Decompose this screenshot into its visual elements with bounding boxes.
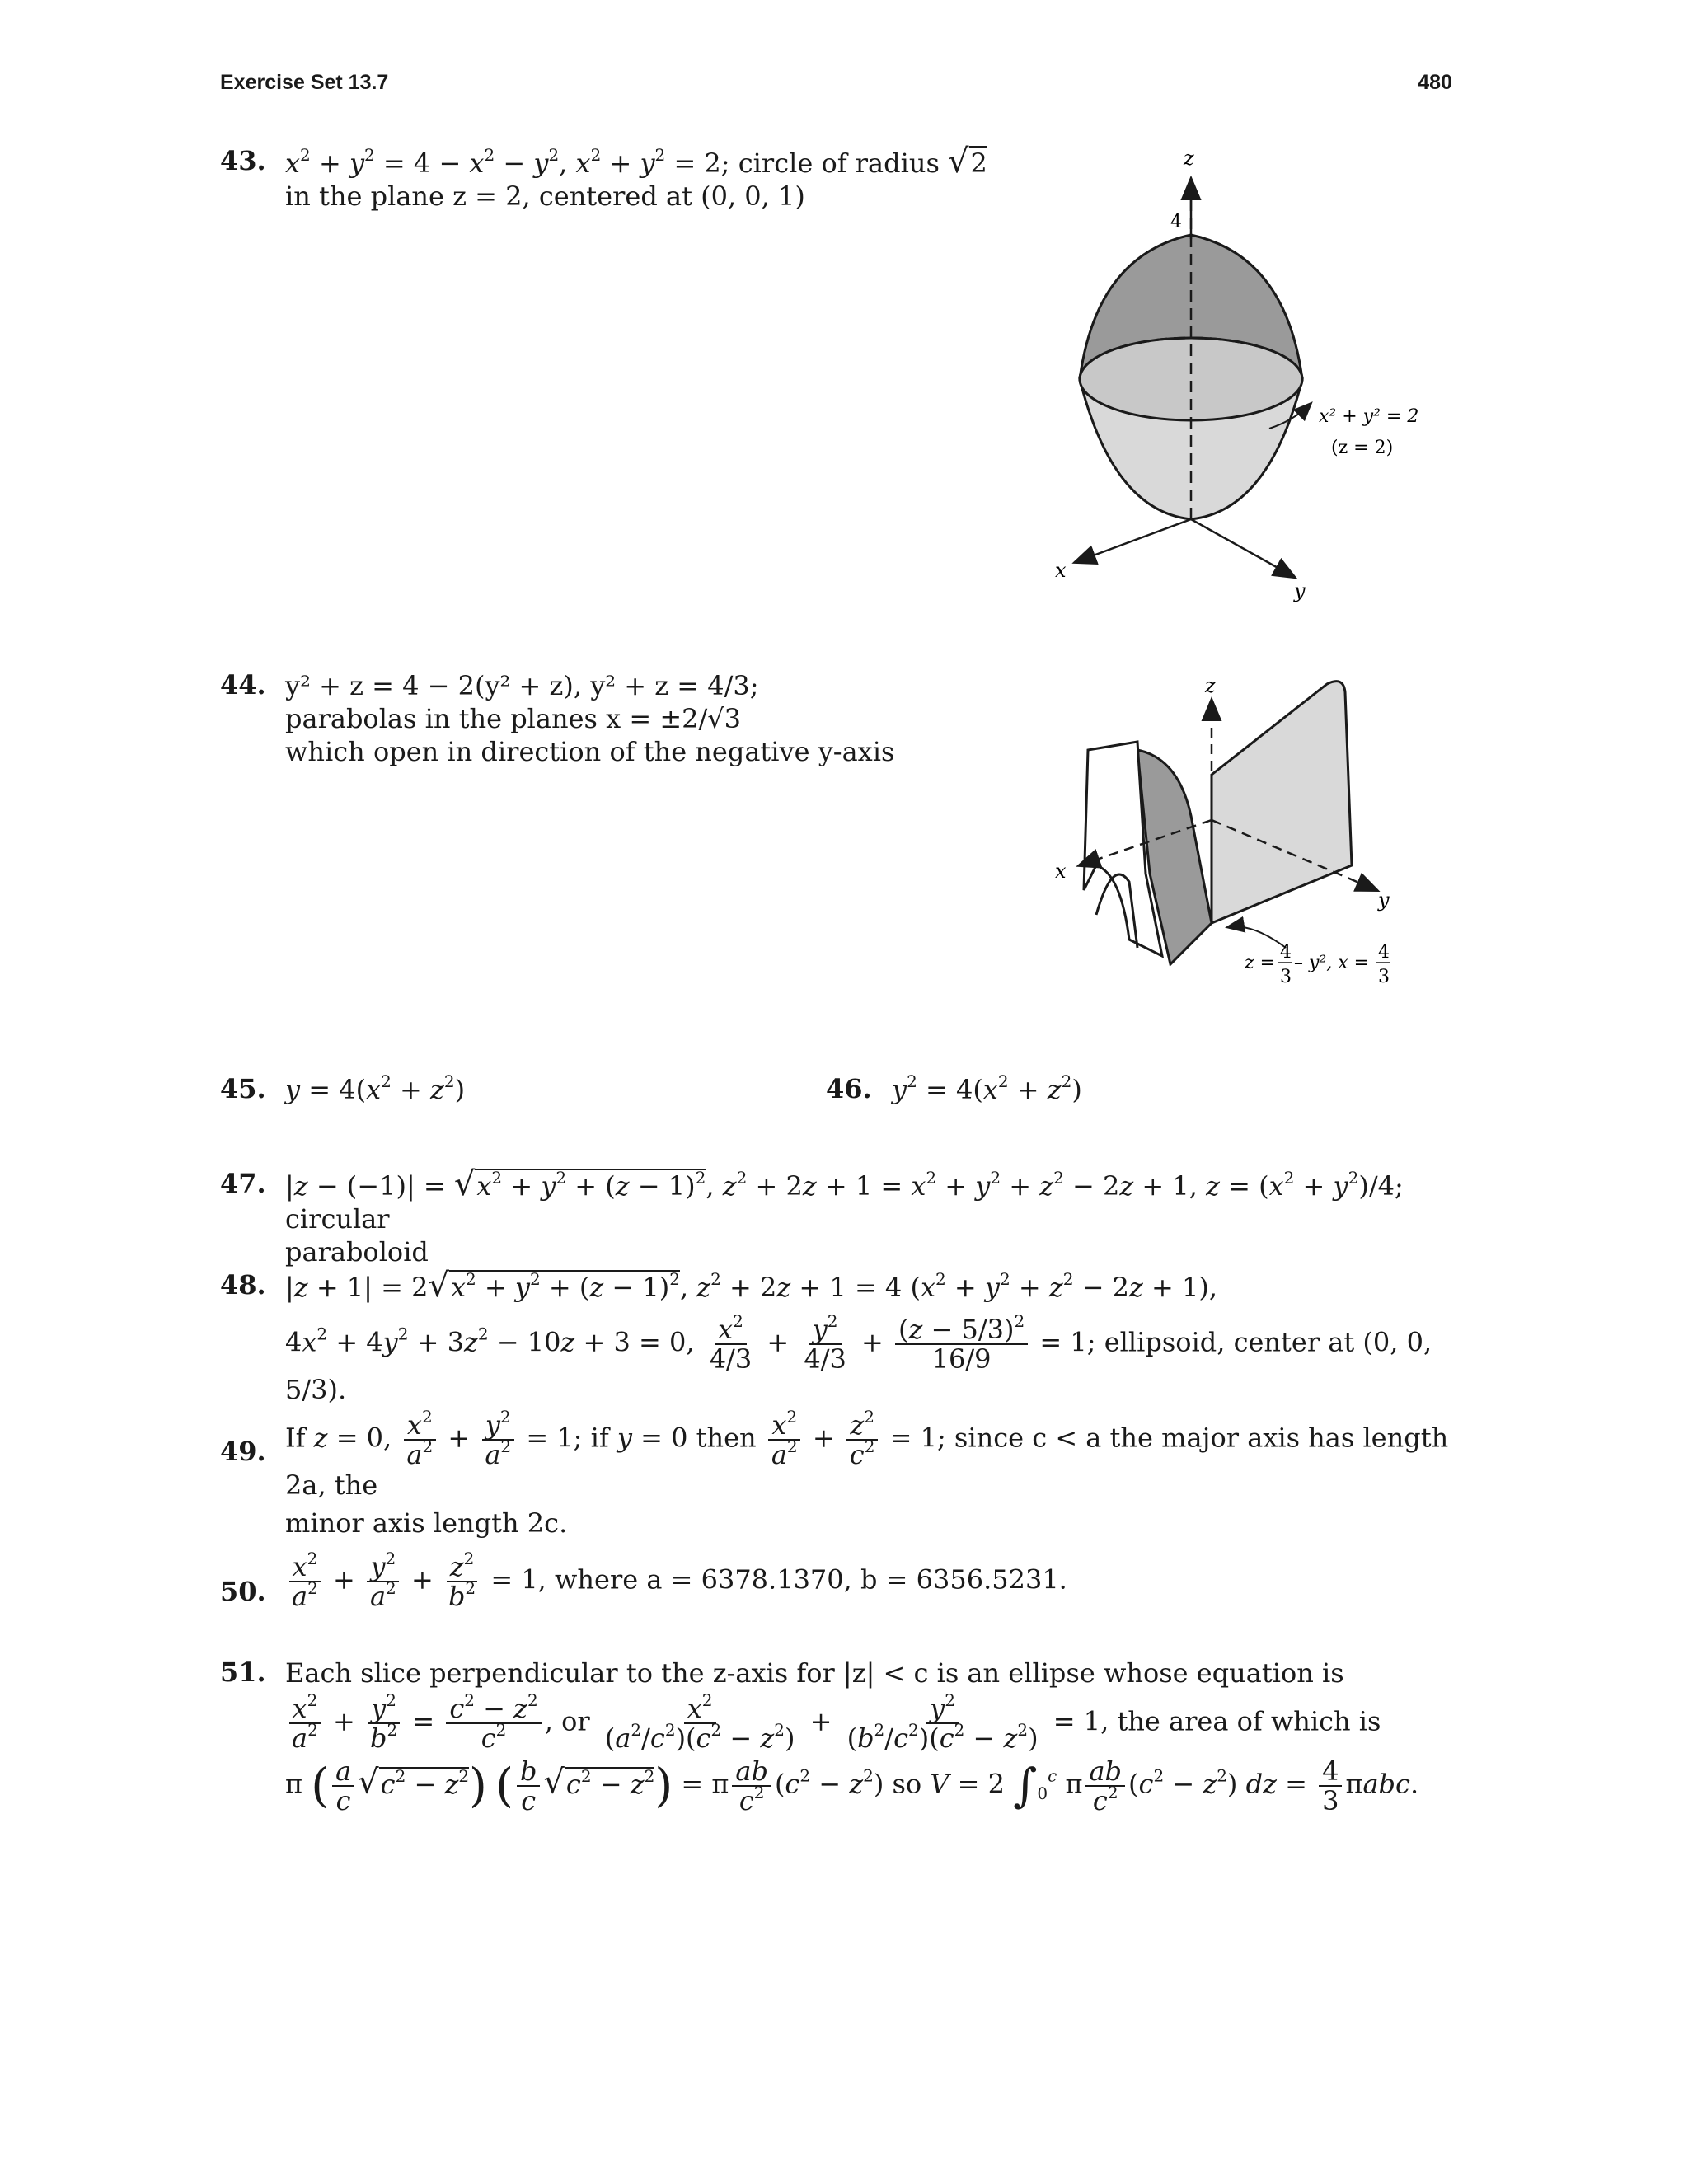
figure-43: [1047, 140, 1442, 602]
z-label: z: [1205, 676, 1216, 697]
page-number: 480: [1418, 71, 1452, 94]
svg-text:z =: z =: [1245, 953, 1276, 973]
problem-48-line-2: $4x^2 + 4y^2 + 3z^2 - 10z + 3 = 0$, $\frac{x^2}{4/3}$ + $\frac{y^2}{4/3}$ + $\frac{(z - 5/3)^2}{16/9}$ = 1; ellipsoid, center at (0, 0, 5/3).: [285, 1311, 1432, 1405]
svg-text:4: 4: [1378, 942, 1390, 963]
x-axis: [1076, 519, 1191, 562]
problem-44-line-2: parabolas in the planes x = ±2/√3: [285, 703, 742, 734]
y-label: y: [1294, 579, 1306, 602]
z-intercept-label: 4: [1170, 212, 1182, 232]
problem-46-text: $y^2 = 4(x^2 + z^2)$: [892, 1071, 1082, 1105]
y-axis: [1191, 519, 1294, 577]
problem-49-text: [285, 1407, 1456, 1540]
problem-44-line-1: y² + z = 4 − 2(y² + z), y² + z = 4/3;: [285, 670, 759, 701]
problem-number-50: 50.: [220, 1576, 266, 1607]
svg-text:3: 3: [1280, 967, 1292, 987]
problem-49-line-1: If z = 0, $\frac{x^2}{a^2}$ + $\frac{y^2}{a^2}$ = 1; if y = 0 then $\frac{x^2}{a^2}$ + $\frac{z^2}{c^2}$ = 1; since c < a the major axis has length 2a, the: [285, 1407, 1449, 1501]
problem-48-line-1: $|z + 1| = 2√x^2 + y^2 + (z - 1)^2$, $z^2 + 2z + 1 = 4$ $(x^2 + y^2 + z^2 - 2z + 1)$,: [285, 1267, 1217, 1305]
problem-43-line-1: $x^2 + y^2 = 4 - x^2 - y^2$, $x^2 + y^2 = 2$; circle of radius √2: [285, 143, 987, 180]
problem-44-line-3: which open in direction of the negative y-axis: [285, 736, 895, 767]
parabola-label: [1244, 942, 1390, 987]
problem-number-51: 51.: [220, 1657, 266, 1688]
svg-text:3: 3: [1378, 967, 1390, 987]
z-label: z: [1184, 147, 1194, 170]
running-header-title: Exercise Set 13.7: [220, 71, 389, 94]
problem-47-line-2: paraboloid: [285, 1236, 429, 1268]
problem-49-line-2: minor axis length 2c.: [285, 1507, 568, 1539]
problem-51-line-2: $\frac{x^2}{a^2}$ + $\frac{y^2}{b^2}$ = $\frac{c^2 - z^2}{c^2}$ , or $\frac{x^2}{(a^2/c^2)(c^2 - z^2)}$ + $\frac{y^2}{(b^2/c^2)(c^2 - z^2)}$ = 1, the area of which is: [285, 1694, 1456, 1752]
back-sheet: [1212, 682, 1352, 923]
problem-51-line-3: π ( $\frac{a}{c}$ $√c^2 - z^2$) ( $\frac{b}{c}$ $√c^2 - z^2) = \pi$ $\frac{ab}{c^2}$ $(c^2 - z^2)$ so V = 2 $\int_0^c$ π $\frac{ab}{c^2}$ $(c^2 - z^2)$ dz = $\frac{4}{3}$ πabc.: [285, 1755, 1419, 1816]
problem-44-text: [285, 669, 1027, 768]
problem-number-48: 48.: [220, 1269, 266, 1301]
problem-number-46: 46.: [826, 1073, 872, 1104]
problem-51-text: [285, 1657, 1456, 1815]
problem-number: 43.: [220, 145, 266, 176]
problem-43-line-2: in the plane z = 2, centered at (0, 0, 1): [285, 180, 805, 212]
curve-label: x² + y² = 2: [1319, 406, 1419, 427]
problem-48-text: [285, 1269, 1456, 1406]
problem-47-line-1: $|z - (-1)| = √x^2 + y^2 + (z - 1)^2$, $z^2 + 2z + 1 = x^2 + y^2 + z^2 - 2z + 1$, $z = (x^2 + y^2)/4$; circular: [285, 1165, 1404, 1235]
svg-text:4: 4: [1280, 942, 1292, 963]
svg-text:– y², x =: – y², x =: [1294, 953, 1370, 973]
problem-number-49: 49.: [220, 1436, 266, 1467]
problem-number-47: 47.: [220, 1168, 266, 1199]
x-label: x: [1055, 860, 1067, 883]
problem-number: 44.: [220, 669, 266, 701]
problem-51-line-1: Each slice perpendicular to the z-axis for |z| < c is an ellipse whose equation is: [285, 1657, 1344, 1689]
problem-43-text: [285, 145, 1027, 213]
x-label: x: [1055, 559, 1067, 582]
problem-47-text: [285, 1165, 1456, 1268]
figure-44: [1047, 676, 1442, 1005]
plane-label: (z = 2): [1331, 438, 1394, 458]
y-label: y: [1378, 888, 1390, 912]
problem-number-45: 45.: [220, 1073, 266, 1104]
problem-50-text: $\frac{x^2}{a^2}$ + $\frac{y^2}{a^2}$ + $\frac{z^2}{b^2}$ = 1, where a = 6378.1370, b = 6356.5231.: [285, 1553, 1456, 1610]
problem-45-text: $y = 4(x^2 + z^2)$: [285, 1071, 466, 1105]
